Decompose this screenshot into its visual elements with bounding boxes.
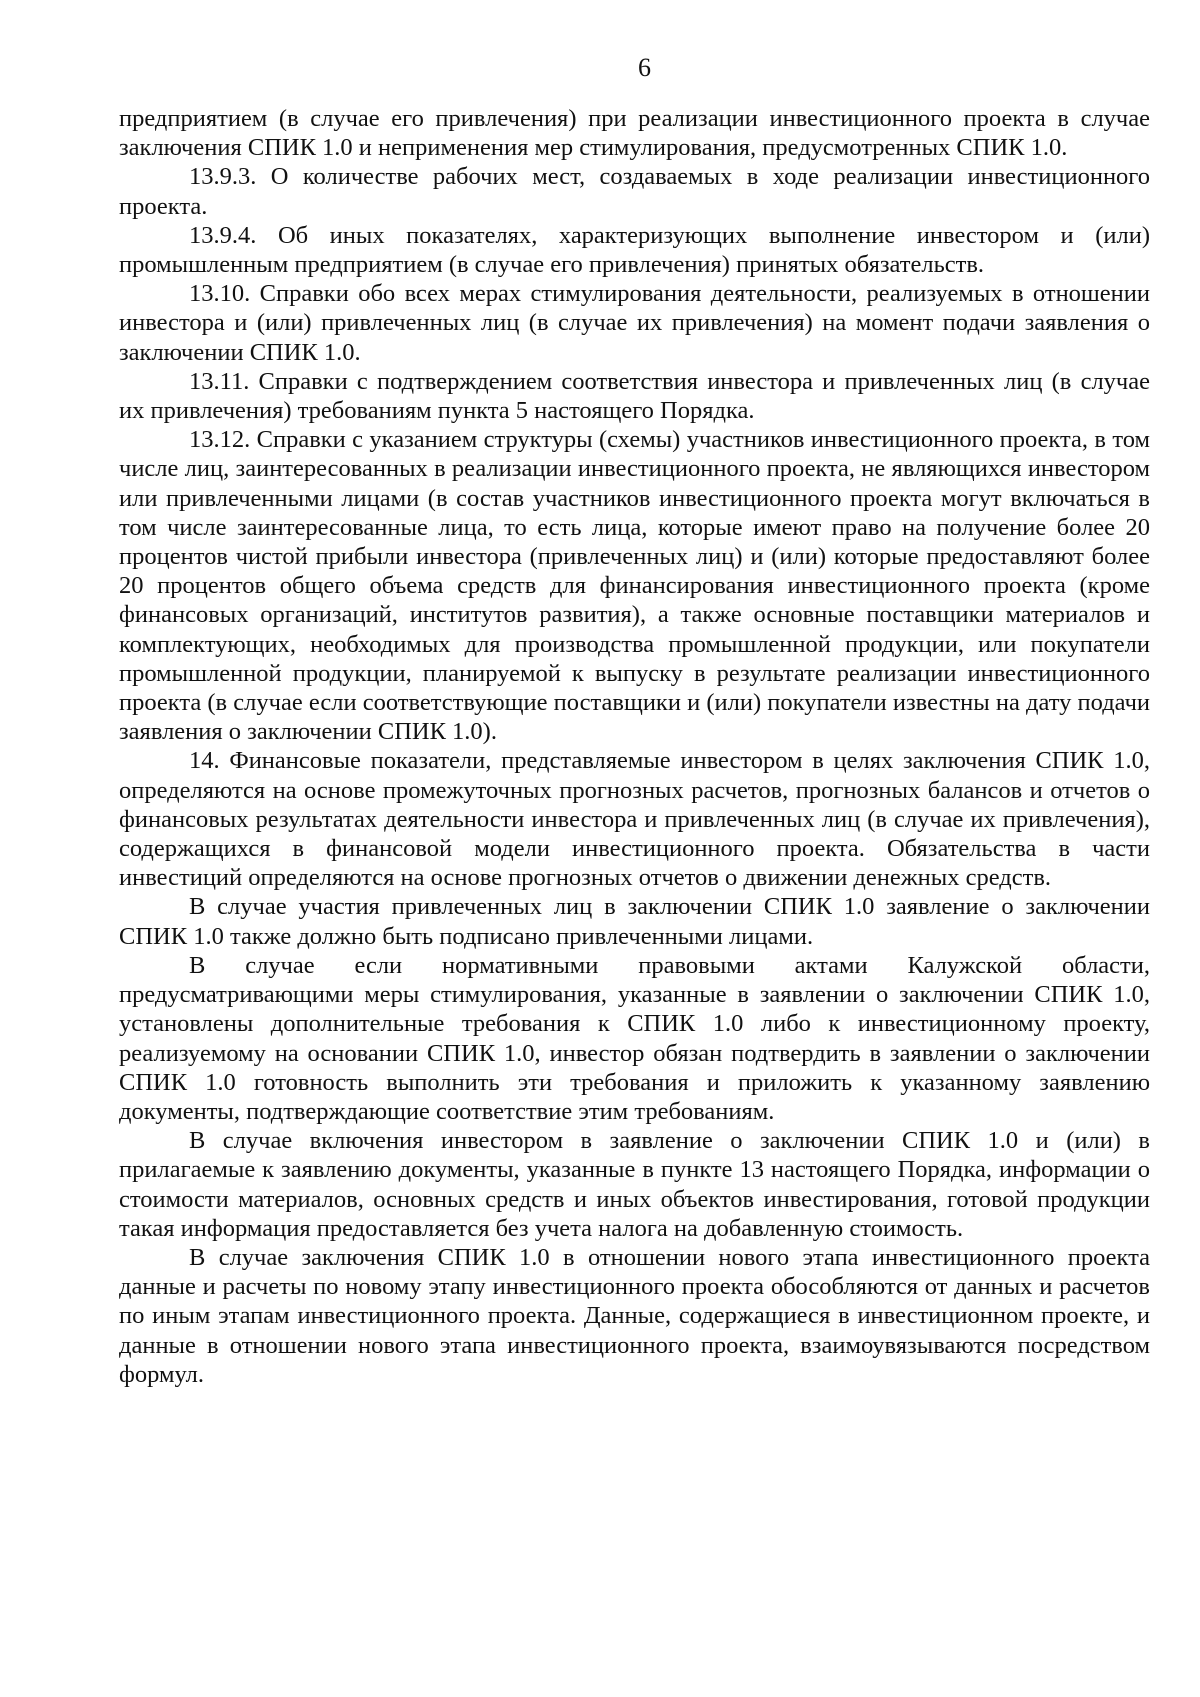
paragraph-13-10: 13.10. Справки обо всех мерах стимулирования деятельности, реализуемых в отношении инвестора и (или) привлеченных лиц (в случае их привлечения) на момент подачи заявления о заключении СПИК 1.0. (119, 280, 1150, 366)
paragraph-regional-acts: В случае если нормативными правовыми актами Калужской области, предусматривающими меры стимулирования, указанные в заявлении о заключении СПИК 1.0, установлены дополнительные требования к СПИК 1.0 либо к инвестиционному проекту, реализуемому на основании СПИК 1.0, инвестор обязан подтвердить в заявлении о заключении СПИК 1.0 готовность выполнить эти требования и приложить к указанному заявлению документы, подтверждающие соответствие этим требованиям. (119, 951, 1150, 1125)
paragraph-continuation: предприятием (в случае его привлечения) при реализации инвестиционного проекта в случае заключения СПИК 1.0 и неприменения мер стимулирования, предусмотренных СПИК 1.0. (119, 105, 1150, 162)
paragraph-vat: В случае включения инвестором в заявление о заключении СПИК 1.0 и (или) в прилагаемые к заявлению документы, указанные в пункте 13 настоящего Порядка, информации о стоимости материалов, основных средств и иных объектов инвестирования, готовой продукции такая информация предоставляется без учета налога на добавленную стоимость. (119, 1127, 1150, 1242)
paragraph-13-9-4: 13.9.4. Об иных показателях, характеризующих выполнение инвестором и (или) промышленным предприятием (в случае его привлечения) принятых обязательств. (119, 221, 1150, 279)
page-number: 6 (638, 53, 651, 82)
document-body (119, 104, 1150, 1389)
paragraph-13-11: 13.11. Справки с подтверждением соответствия инвестора и привлеченных лиц (в случае их привлечения) требованиям пункта 5 настоящего Порядка. (119, 367, 1150, 425)
paragraph-attracted-persons: В случае участия привлеченных лиц в заключении СПИК 1.0 заявление о заключении СПИК 1.0 также должно быть подписано привлеченными лицами. (119, 893, 1150, 950)
paragraph-new-stage: В случае заключения СПИК 1.0 в отношении нового этапа инвестиционного проекта данные и расчеты по новому этапу инвестиционного проекта обособляются от данных и расчетов по иным этапам инвестиционного проекта. Данные, содержащиеся в инвестиционном проекте, и данные в отношении нового этапа инвестиционного проекта, взаимоувязываются посредством формул. (119, 1243, 1150, 1388)
paragraph-14: 14. Финансовые показатели, представляемые инвестором в целях заключения СПИК 1.0, определяются на основе промежуточных прогнозных расчетов, прогнозных балансов и отчетов о финансовых результатах деятельности инвестора и привлеченных лиц (в случае их привлечения), содержащихся в финансовой модели инвестиционного проекта. Обязательства в части инвестиций определяются на основе прогнозных отчетов о движении денежных средств. (119, 747, 1150, 892)
paragraph-13-9-3: 13.9.3. О количестве рабочих мест, создаваемых в ходе реализации инвестиционного проекта. (119, 163, 1150, 220)
paragraph-13-12: 13.12. Справки с указанием структуры (схемы) участников инвестиционного проекта, в том числе лиц, заинтересованных в реализации инвестиционного проекта, не являющихся инвестором или привлеченными лицами (в состав участников инвестиционного проекта могут включаться в том числе заинтересованные лица, то есть лица, которые имеют право на получение более 20 процентов чистой прибыли инвестора (привлеченных лиц) и (или) которые предоставляют более 20 процентов общего объема средств для финансирования инвестиционного проекта (кроме финансовых организаций, институтов развития), а также основные поставщики материалов и комплектующих, необходимых для производства промышленной продукции, или покупатели промышленной продукции, планируемой к выпуску в результате реализации инвестиционного проекта (в случае если соответствующие поставщики и (или) покупатели известны на дату подачи заявления о заключении СПИК 1.0). (119, 426, 1150, 746)
